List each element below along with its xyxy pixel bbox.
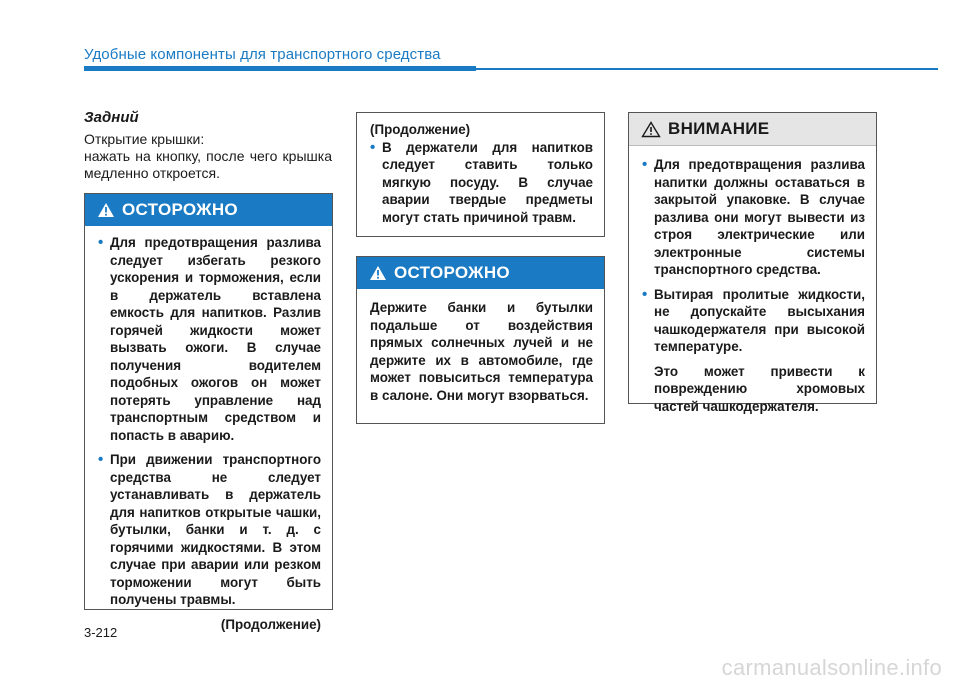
caution-bullet: • Для предотвращения разлива напитки должны оставаться в закрытой упаковке. В случае разлива они могут вывести из строя электрические или электронные системы транспортного средства. <box>642 156 865 279</box>
warning-bullet: • Для предотвращения разлива следует избегать резкого ускорения и торможения, если в держатель вставлена емкость для напитков. Разлив горячей жидкости может вызвать ожоги. В случае получения водителем подобных ожогов он может потерять управление над транспортным средством и попасть в аварию. <box>98 234 321 444</box>
continued-bullet: • В держатели для напитков следует ставить только мягкую посуду. В случае аварии твердые предметы могут стать причиной травм. <box>370 139 593 227</box>
warning-bullet: • При движении транспортного средства не следует устанавливать в держатель для напитков открытые чашки, бутылки, банки и т. д. с горячими жидкостями. В этом случае при аварии или резком торможении могут быть получены травмы. <box>98 451 321 609</box>
warning-box-middle <box>356 256 605 424</box>
caution-box-body <box>629 146 876 415</box>
watermark: carmanualsonline.info <box>721 655 942 680</box>
header-rule-thick <box>84 66 476 71</box>
section-heading: Задний <box>84 109 139 126</box>
page-number: 3-212 <box>84 625 118 640</box>
warning-box-body <box>357 289 604 404</box>
continued-box-body <box>357 113 604 226</box>
caution-triangle-icon <box>641 121 661 138</box>
caution-bullet: • Вытирая пролитые жидкости, не допускайте высыхания чашкодержателя при высокой температуре. <box>642 286 865 356</box>
warning-box-left <box>84 193 333 632</box>
caution-box-header <box>629 113 876 146</box>
warning-title: ОСТОРОЖНО <box>394 263 510 282</box>
intro-text <box>84 131 332 182</box>
continued-label: (Продолжение) <box>220 616 321 632</box>
intro-line-1: Открытие крышки: <box>84 131 205 147</box>
warning-triangle-icon <box>97 202 115 218</box>
continued-box <box>356 112 605 237</box>
header-rule-thin <box>476 68 938 70</box>
warning-box-header <box>85 194 332 226</box>
continued-label: (Продолжение) <box>370 122 471 137</box>
header-title: Удобные компоненты для транспортного средства <box>84 46 441 63</box>
warning-box-header <box>357 257 604 289</box>
caution-title: ВНИМАНИЕ <box>668 119 770 138</box>
intro-line-2: нажать на кнопку, после чего крышка медленно откроется. <box>84 148 332 181</box>
warning-text: Держите банки и бутылки подальше от воздействия прямых солнечных лучей и не держите их в автомобиле, где может повыситься температура в салоне. Они могут взорваться. <box>370 300 593 403</box>
warning-title: ОСТОРОЖНО <box>122 200 238 219</box>
caution-note: Это может привести к повреждению хромовых частей чашкодержателя. <box>654 363 865 414</box>
caution-box-right <box>628 112 877 414</box>
warning-box-body <box>85 226 332 633</box>
warning-triangle-icon <box>369 265 387 281</box>
